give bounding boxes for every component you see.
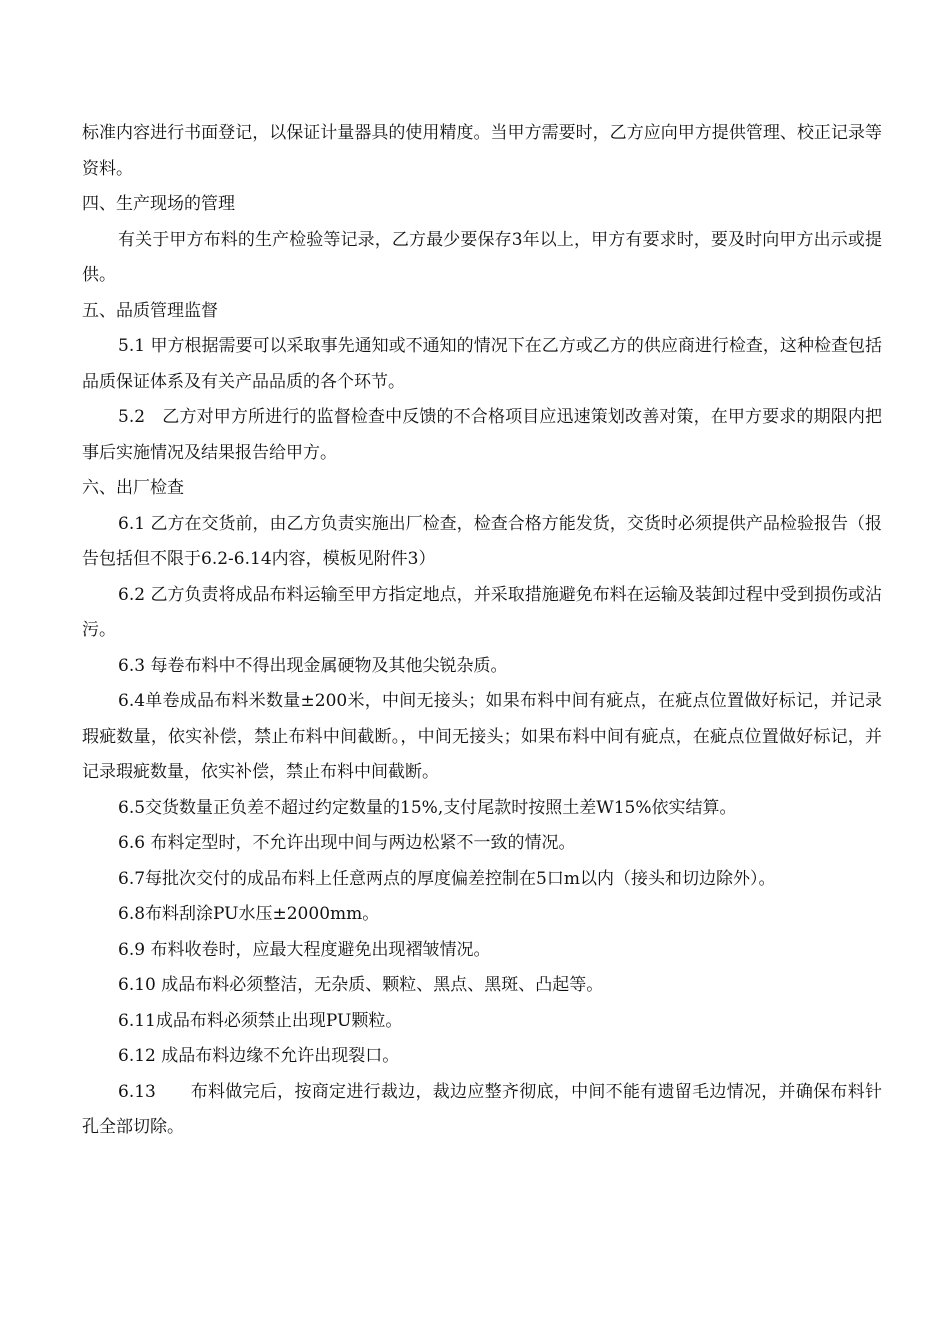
paragraph-continuation: 标准内容进行书面登记，以保证计量器具的使用精度。当甲方需要时，乙方应向甲方提供管理、校正记录等资料。: [82, 123, 882, 179]
clause-6-9: 6.9 布料收卷时，应最大程度避免出现褶皱情况。: [118, 939, 491, 960]
clause-6-12: 6.12 成品布料边缘不允许出现裂口。: [118, 1046, 400, 1066]
clause-5-1: 5.1 甲方根据需要可以采取事先通知或不通知的情况下在乙方或乙方的供应商进行检查，这种检查包括品质保证体系及有关产品品质的各个环节。: [82, 336, 882, 392]
clause-6-10: 6.10 成品布料必须整洁，无杂质、颗粒、黑点、黑斑、凸起等。: [118, 975, 604, 995]
section-heading-5: 五、品质管理监督: [82, 300, 218, 321]
clause-6-11: 6.11成品布料必须禁止出现PU颗粒。: [118, 1010, 403, 1031]
clause-5-2: 5.2 乙方对甲方所进行的监督检查中反馈的不合格项目应迅速策划改善对策，在甲方要求的期限内把事后实施情况及结果报告给甲方。: [82, 407, 882, 463]
clause-6-1: 6.1 乙方在交货前，由乙方负责实施出厂检查，检查合格方能发货，交货时必须提供产品检验报告（报告包括但不限于6.2-6.14内容，模板见附件3）: [82, 513, 882, 569]
clause-6-6: 6.6 布料定型时，不允许出现中间与两边松紧不一致的情况。: [118, 833, 576, 853]
clause-6-2: 6.2 乙方负责将成品布料运输至甲方指定地点，并采取措施避免布料在运输及装卸过程中受到损伤或沾污。: [82, 584, 882, 640]
clause-6-8: 6.8布料刮涂PU水压±2000mm。: [118, 904, 380, 924]
clause-6-5: 6.5交货数量正负差不超过约定数量的15%,支付尾款时按照土差W15%依实结算。: [118, 797, 737, 818]
document-body: [82, 116, 882, 1146]
clause-6-7: 6.7每批次交付的成品布料上任意两点的厚度偏差控制在5口m以内（接头和切边除外）。: [118, 868, 776, 889]
clause-6-3: 6.3 每卷布料中不得出现金属硬物及其他尖锐杂质。: [118, 655, 508, 676]
clause-6-4: 6.4单卷成品布料米数量±200米，中间无接头；如果布料中间有疵点，在疵点位置做好标记，并记录瑕疵数量，依实补偿，禁止布料中间截断。，中间无接头；如果布料中间有疵点，在疵点位置做好标记，并记录瑕疵数量，依实补偿，禁止布料中间截断。: [82, 691, 882, 782]
clause-6-13: 6.13 布料做完后，按商定进行裁边，裁边应整齐彻底，中间不能有遗留毛边情况，并确保布料针孔全部切除。: [82, 1081, 882, 1137]
section-heading-6: 六、出厂检查: [82, 478, 184, 498]
section-heading-4: 四、生产现场的管理: [82, 194, 235, 214]
paragraph-4-body: 有关于甲方布料的生产检验等记录，乙方最少要保存3年以上，甲方有要求时，要及时向甲方出示或提供。: [82, 229, 882, 285]
